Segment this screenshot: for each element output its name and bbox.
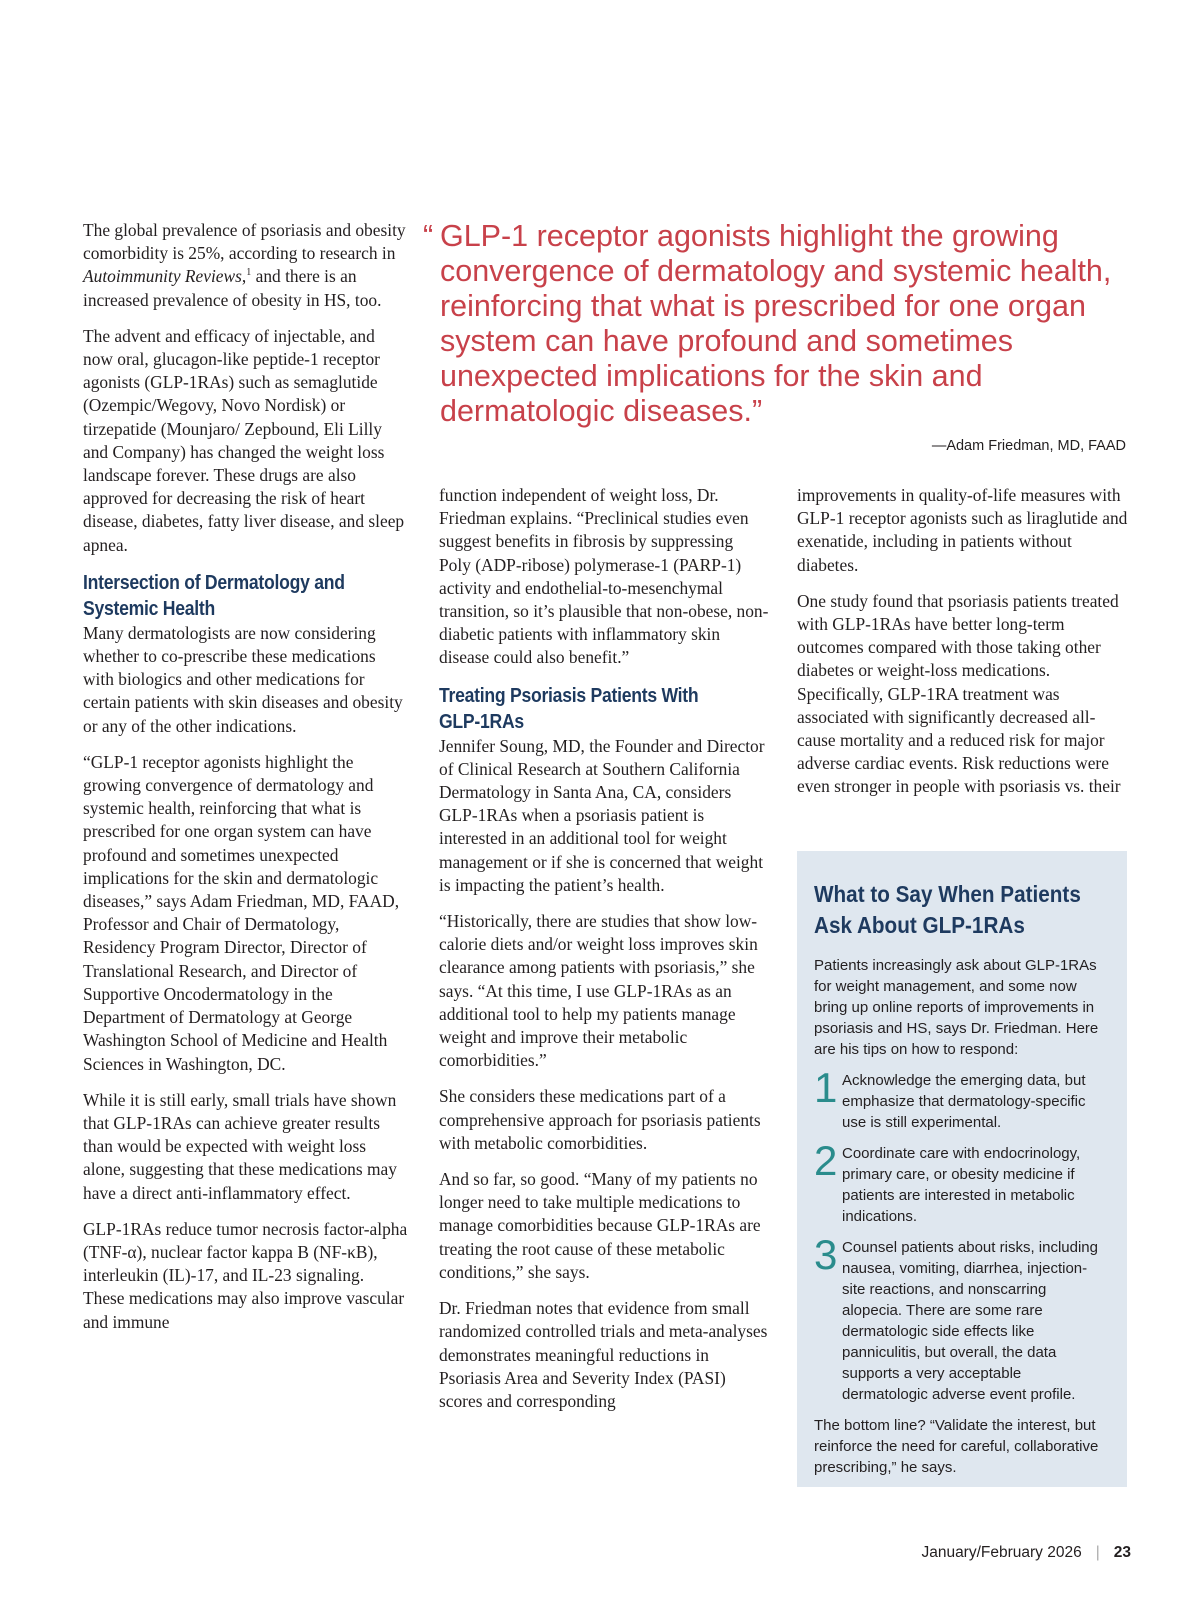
paragraph-prevalence bbox=[83, 219, 408, 312]
paragraph-advent: The advent and efficacy of injectable, and now oral, glucagon-like peptide-1 receptor agonists (GLP-1RAs) such as semaglutide (Ozempic/Wegovy, Novo Nordisk) or tirzepatide (Mounjaro/ Zepbound, Eli Lilly and Company) has changed the weight loss landscape forever. These drugs are also approved for decreasing the risk of heart disease, diabetes, fatty liver disease, and sleep apnea. bbox=[83, 325, 405, 555]
section-heading-treating: Treating Psoriasis Patients With GLP-1RAs bbox=[439, 684, 699, 733]
tip-number: 1 bbox=[814, 1064, 838, 1111]
page-number: 23 bbox=[1113, 1544, 1131, 1561]
pull-quote bbox=[423, 219, 1140, 429]
column-1 bbox=[83, 219, 408, 1347]
paragraph-soung: Jennifer Soung, MD, the Founder and Director of Clinical Research at Southern California Dermatology in Santa Ana, CA, considers GLP-1RAs when a psoriasis patient is interested in an additional tool for weight management or if she is concerned that weight is impacting the patient’s health. bbox=[439, 735, 765, 895]
page-footer bbox=[921, 1544, 1131, 1562]
paragraph-friedman-quote: “GLP-1 receptor agonists highlight the growing convergence of dermatology and systemic health, reinforcing that what is prescribed for one organ system can have profound and sometimes unexpected implications for the skin and dermatologic diseases,” says Adam Friedman, MD, FAAD, Professor and Chair of Dermatology, Residency Program Director, Director of Translational Research, and Director of Supportive Oncodermatology in the Department of Dermatology at George Washington School of Medicine and Health Sciences in Washington, DC. bbox=[83, 751, 400, 1074]
pull-quote-open-mark: “ bbox=[423, 219, 434, 253]
reference-superscript: 1 bbox=[246, 267, 252, 279]
text-span: and there is an increased prevalence of obesity in HS, too. bbox=[83, 266, 382, 310]
column-3 bbox=[797, 484, 1131, 812]
paragraph-quality-of-life: improvements in quality-of-life measures with GLP-1 receptor agonists such as liraglutide and exenatide, including in patients without diabetes. bbox=[797, 485, 1128, 575]
pull-quote-attribution: —Adam Friedman, MD, FAAD bbox=[931, 438, 1126, 454]
paragraph-comprehensive: She considers these medications part of a comprehensive approach for psoriasis patients with metabolic comorbidities. bbox=[439, 1086, 761, 1153]
column-2 bbox=[439, 484, 769, 1426]
paragraph-so-far: And so far, so good. “Many of my patients no longer need to take multiple medications to manage comorbidities because GLP-1RAs are treating the root cause of these metabolic conditions,” she says. bbox=[439, 1169, 761, 1282]
tip-number: 2 bbox=[814, 1137, 838, 1184]
tip-text: Acknowledge the emerging data, but emphasize that dermatology-specific use is still experimental. bbox=[842, 1072, 1086, 1131]
tip-item bbox=[814, 1231, 1109, 1405]
journal-name: Autoimmunity Reviews bbox=[83, 266, 242, 287]
tip-item bbox=[814, 1137, 1109, 1227]
section-heading-intersection: Intersection of Dermatology and Systemic Health bbox=[83, 571, 345, 620]
sidebar-outro: The bottom line? “Validate the interest, but reinforce the need for careful, collaborative prescribing,” he says. bbox=[814, 1417, 1099, 1476]
issue-date: January/February 2026 bbox=[921, 1544, 1082, 1561]
sidebar-title: What to Say When Patients Ask About GLP-1RAs bbox=[814, 881, 1081, 938]
tip-number: 3 bbox=[814, 1231, 838, 1278]
tip-text: Counsel patients about risks, including nausea, vomiting, diarrhea, injection-site reactions, and nonscarring alopecia. There are some rare dermatologic side effects like panniculitis, but overall, the data supports a very acceptable dermatologic adverse event profile. bbox=[842, 1239, 1098, 1403]
tip-item bbox=[814, 1064, 1109, 1133]
pull-quote-text: GLP-1 receptor agonists highlight the growing convergence of dermatology and systemic health, reinforcing that what is prescribed for one organ system can have profound and sometimes unexpected implications for the skin and dermatologic diseases.” bbox=[440, 219, 1112, 428]
footer-separator: | bbox=[1095, 1544, 1100, 1561]
tip-text: Coordinate care with endocrinology, primary care, or obesity medicine if patients are interested in metabolic indications. bbox=[842, 1145, 1081, 1225]
paragraph-early-trials: While it is still early, small trials have shown that GLP-1RAs can achieve greater results than would be expected with weight loss alone, suggesting that these medications may have a direct anti-inflammatory effect. bbox=[83, 1089, 397, 1203]
paragraph-evidence: Dr. Friedman notes that evidence from small randomized controlled trials and meta-analyses demonstrates meaningful reductions in Psoriasis Area and Severity Index (PASI) scores and corresponding bbox=[439, 1298, 768, 1411]
paragraph-historically: “Historically, there are studies that show low-calorie diets and/or weight loss improves skin clearance among patients with psoriasis,” she says. “At this time, I use GLP-1RAs as an additional tool to help my patients manage weight and improve their metabolic comorbidities.” bbox=[439, 911, 758, 1071]
sidebar-intro: Patients increasingly ask about GLP-1RAs for weight management, and some now bring up online reports of improvements in psoriasis and HS, says Dr. Friedman. Here are his tips on how to respond: bbox=[814, 957, 1099, 1058]
paragraph-tnf: GLP-1RAs reduce tumor necrosis factor-alpha (TNF-α), nuclear factor kappa B (NF-κB), interleukin (IL)-17, and IL-23 signaling. These medications may also improve vascular and immune bbox=[83, 1218, 408, 1332]
sidebar-box bbox=[797, 851, 1127, 1487]
text-span: The global prevalence of psoriasis and obesity comorbidity is 25%, according to research in bbox=[83, 220, 406, 264]
paragraph-one-study: One study found that psoriasis patients treated with GLP-1RAs have better long-term outcomes compared with those taking other diabetes or weight-loss medications. Specifically, GLP-1RA treatment was associated with significantly decreased all-cause mortality and a reduced risk for major adverse cardiac events. Risk reductions were even stronger in people with psoriasis vs. their bbox=[797, 590, 1121, 797]
paragraph-preclinical: function independent of weight loss, Dr. Friedman explains. “Preclinical studies even suggest benefits in fibrosis by suppressing Poly (ADP-ribose) polymerase-1 (PARP-1) activity and endothelial-to-mesenchymal transition, so it’s plausible that non-obese, non-diabetic patients with inflammatory skin disease could also benefit.” bbox=[439, 485, 769, 668]
paragraph-co-prescribe: Many dermatologists are now considering whether to co-prescribe these medications with biologics and other medications for certain patients with skin diseases and obesity or any of the other indications. bbox=[83, 622, 403, 736]
text-span: , bbox=[241, 266, 247, 287]
